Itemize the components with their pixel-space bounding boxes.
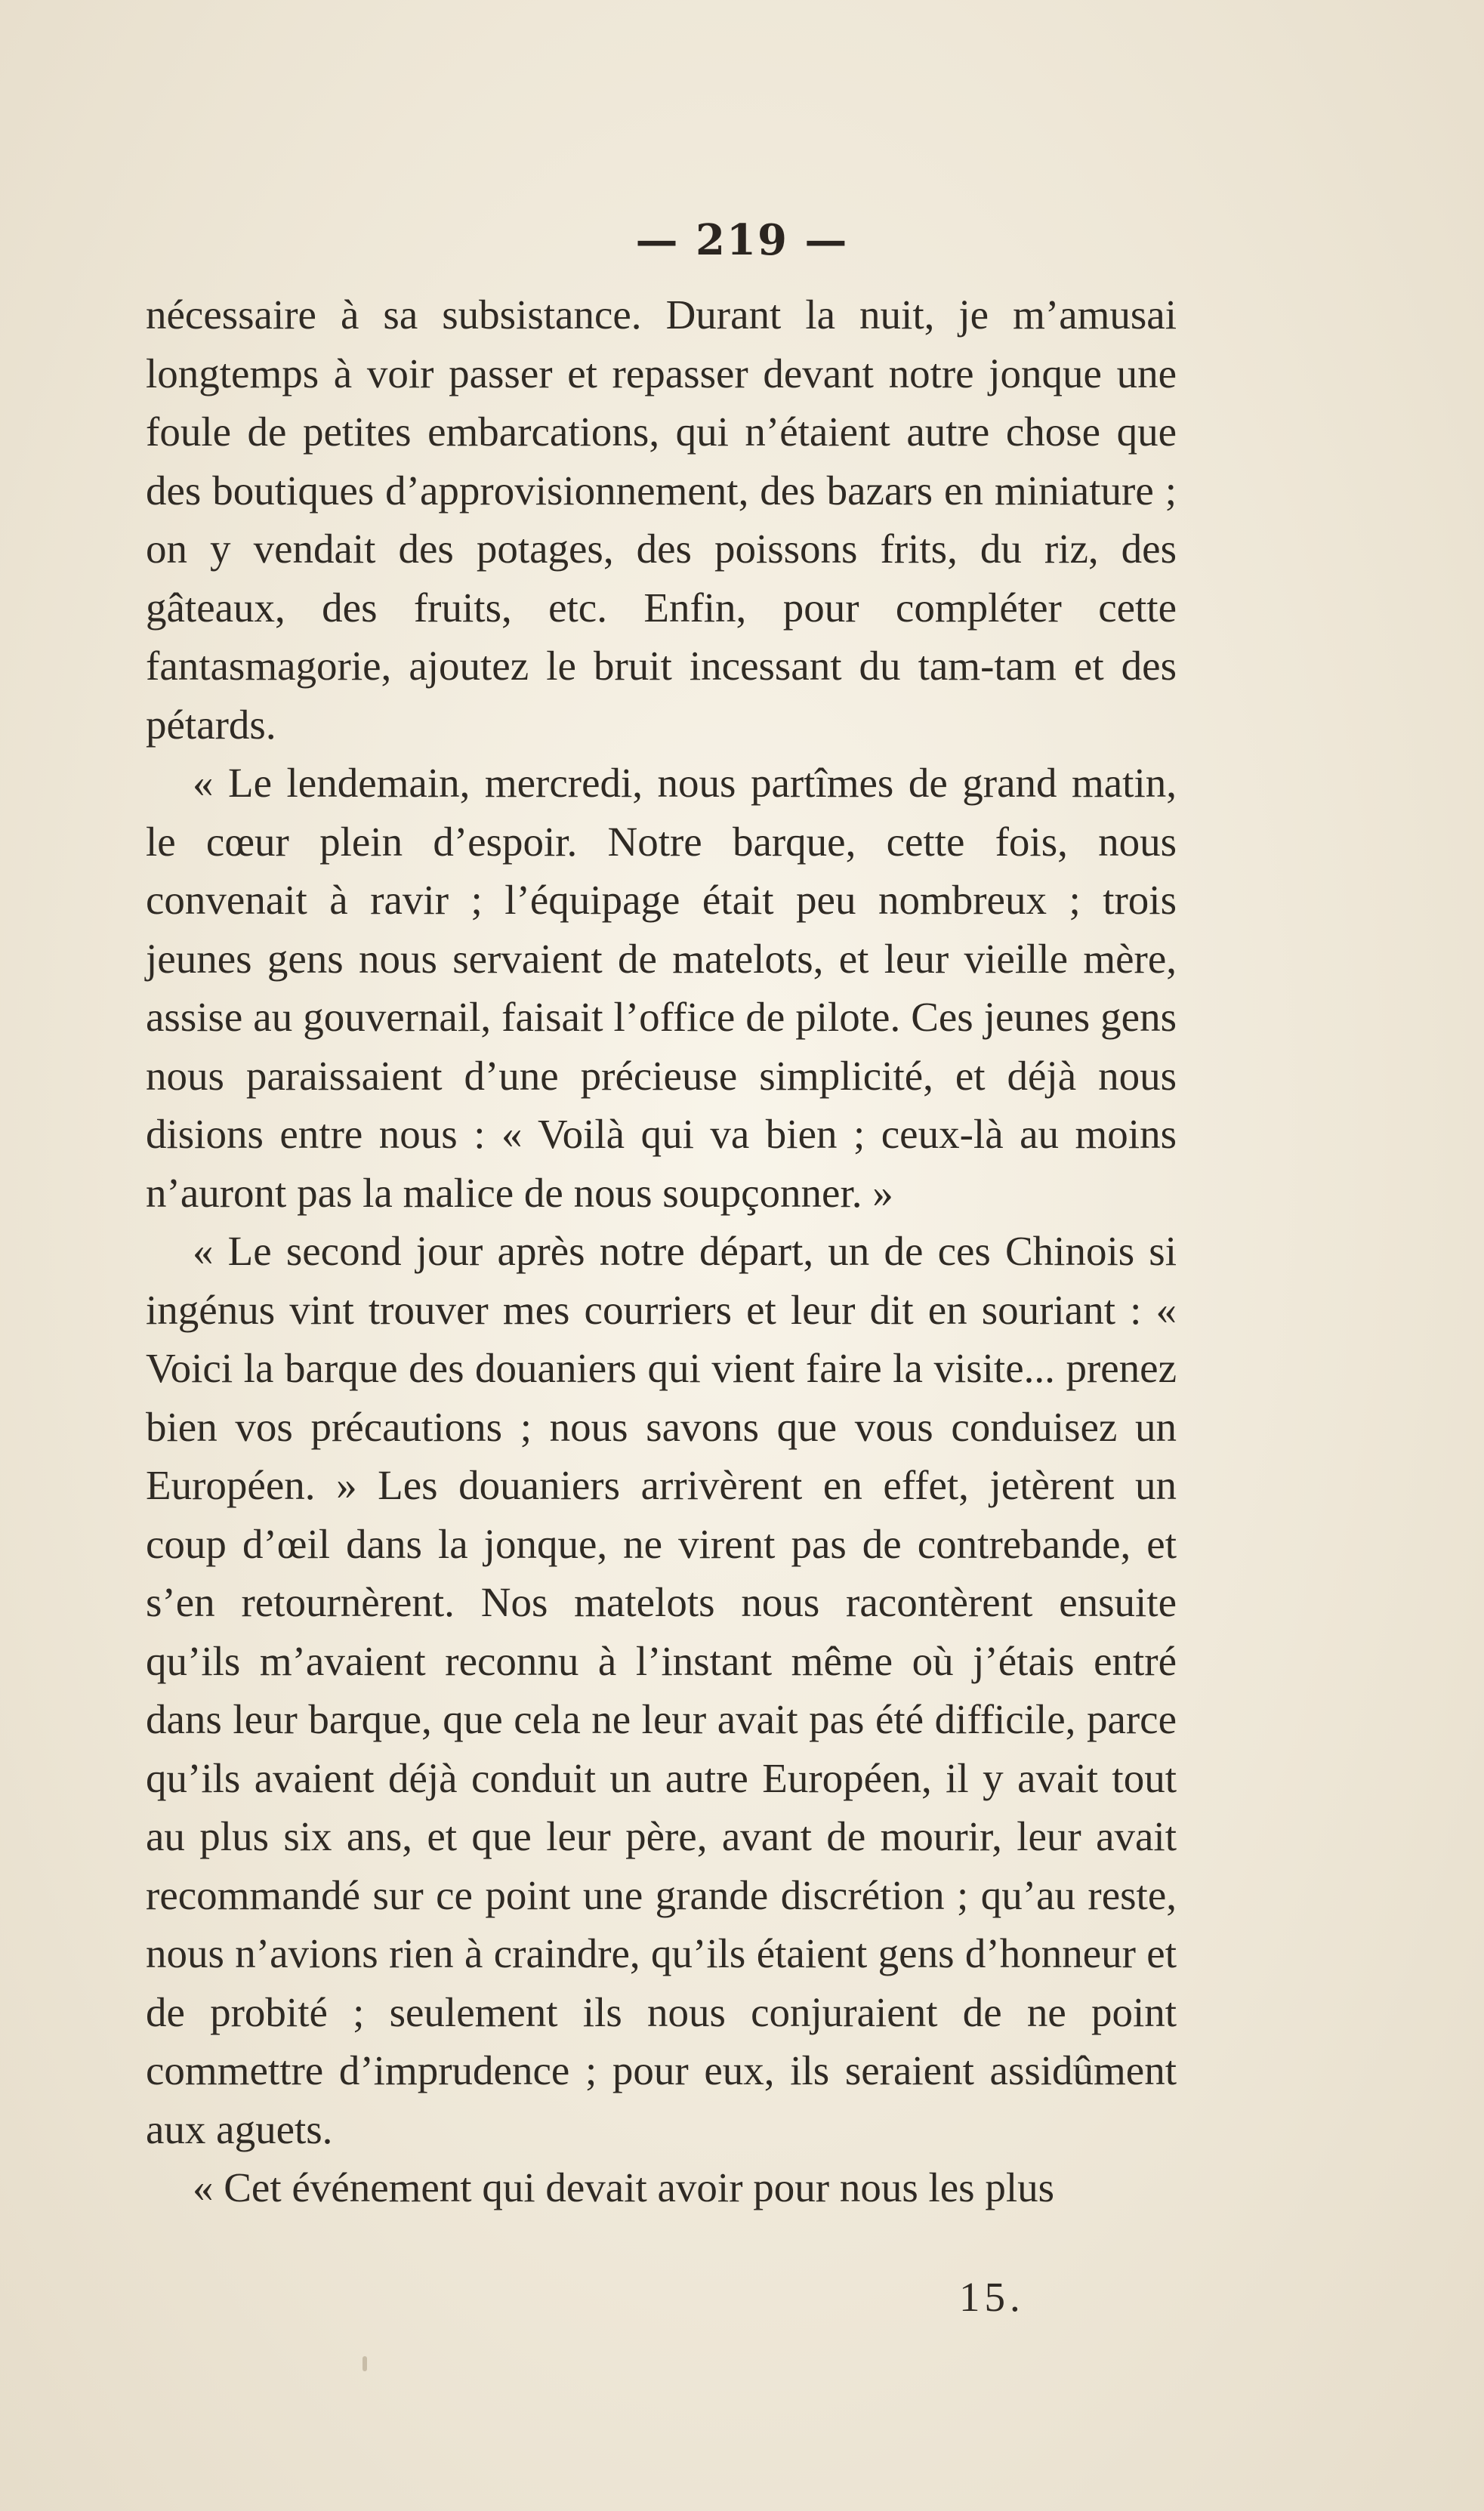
paragraph-3: « Le second jour après notre départ, un de ces Chinois si ingénus vint trouver mes courriers et leur dit en souriant : « Voici la barque des douaniers qui vient faire la visite... prenez bien vos précautions ; nous savons que vous conduisez un Européen. » Les douaniers arrivèrent en effet, jetèrent un coup d’œil dans la jonque, ne virent pas de contrebande, et s’en retournèrent. Nos matelots nous racontèrent ensuite qu’ils m’avaient reconnu à l’instant même où j’étais entré dans leur barque, que cela ne leur avait pas été difficile, parce qu’ils avaient déjà conduit un autre Européen, il y avait tout au plus six ans, et que leur père, avant de mourir, leur avait recommandé sur ce point une grande discrétion ; qu’au reste, nous n’avions rien à craindre, qu’ils étaient gens d’honneur et de probité ; seulement ils nous conjuraient de ne point commettre d’imprudence ; pour eux, ils seraient assidûment aux aguets.	[146, 1228, 1177, 2152]
body-text	[146, 285, 1177, 2217]
page-number-header: — 219 —	[635, 215, 849, 265]
paragraph-2: « Le lendemain, mercredi, nous partîmes de grand matin, le cœur plein d’espoir. Notre barque, cette fois, nous convenait à ravir ; l’équipage était peu nombreux ; trois jeunes gens nous servaient de matelots, et leur vieille mère, assise au gouvernail, faisait l’office de pilote. Ces jeunes gens nous paraissaient d’une précieuse simplicité, et déjà nous disions entre nous : « Voilà qui va bien ; ceux-là au moins n’auront pas la malice de nous soupçonner. »	[146, 760, 1177, 1216]
paragraph-4: « Cet événement qui devait avoir pour nous les plus	[193, 2164, 1055, 2210]
paragraph-1: nécessaire à sa subsistance. Durant la nuit, je m’amusai longtemps à voir passer et repasser devant notre jonque une foule de petites embarcations, qui n’étaient autre chose que des boutiques d’approvisionnement, des bazars en miniature ; on y vendait des potages, des poissons frits, du riz, des gâteaux, des fruits, etc. Enfin, pour compléter cette fantasmagorie, ajoutez le bruit incessant du tam-tam et des pétards.	[146, 292, 1177, 748]
paper-speck	[363, 2356, 367, 2371]
signature-mark: 15.	[959, 2274, 1025, 2320]
